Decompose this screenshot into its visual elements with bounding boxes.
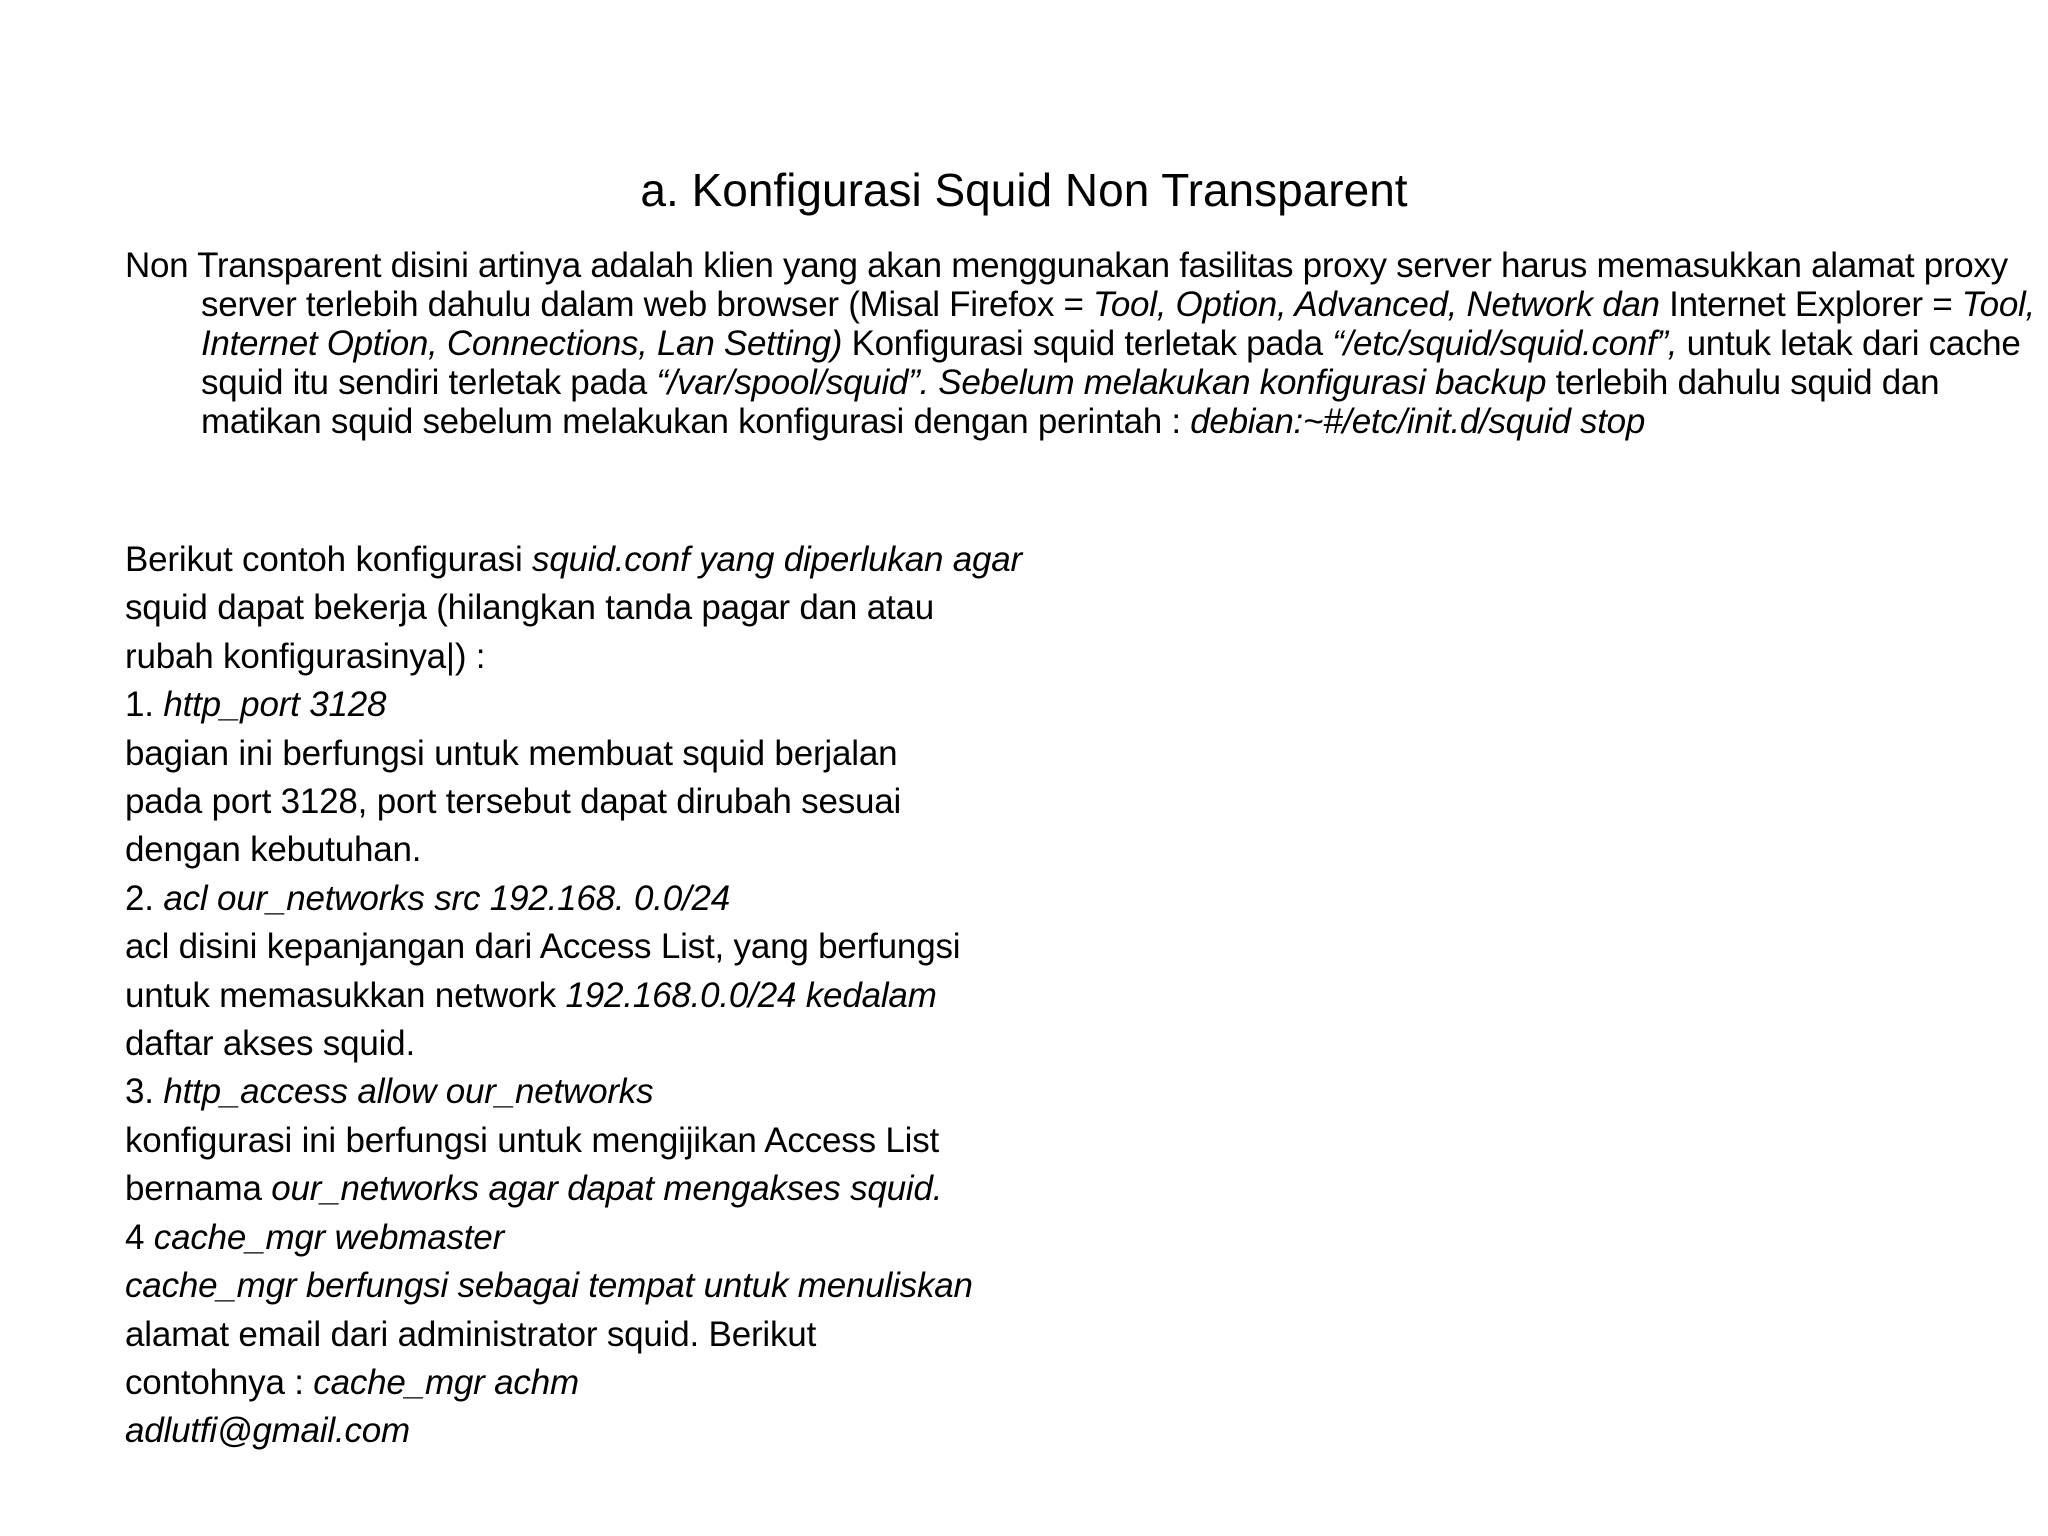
italic-text-run: adlutfi@gmail.com: [125, 1411, 411, 1451]
italic-text-run: cache_mgr webmaster: [153, 1217, 505, 1257]
text-run: bernama: [125, 1169, 272, 1209]
text-run: contohnya :: [125, 1362, 314, 1402]
text-run: squid dapat bekerja (hilangkan tanda pagar dan atau: [125, 588, 935, 628]
body-line: [125, 1214, 1125, 1262]
slide-title: a. Konfigurasi Squid Non Transparent: [640, 164, 1408, 216]
text-run: 4: [125, 1217, 154, 1257]
italic-text-run: cache_mgr achm: [313, 1362, 579, 1402]
body-line: [125, 923, 1125, 971]
body-line: [125, 536, 1125, 584]
italic-text-run: “/etc/squid/squid.conf”,: [1332, 324, 1678, 363]
body-line: [125, 730, 1125, 778]
body-line: [125, 778, 1125, 826]
text-run: Non Transparent disini artinya adalah klien yang akan menggunakan fasilitas proxy server harus memasukkan alamat proxy server terlebih dahulu dalam web browser (Misal Firefox =: [125, 246, 2008, 324]
italic-text-run: http_port 3128: [163, 685, 387, 725]
body-line: [125, 681, 1125, 729]
text-run: acl disini kepanjangan dari Access List, yang berfungsi: [125, 927, 961, 967]
text-run: Berikut contoh konfigurasi: [125, 540, 533, 579]
text-run: 3.: [125, 1072, 164, 1112]
intro-paragraph: [125, 246, 2041, 441]
italic-text-run: debian:~#/etc/init.d/squid stop: [1190, 402, 1646, 441]
text-run: rubah konfigurasinya|) :: [125, 636, 486, 676]
italic-text-run: our_networks agar dapat mengakses squid.: [271, 1169, 943, 1209]
text-run: dengan kebutuhan.: [125, 830, 422, 870]
italic-text-run: 192.168.0.0/24 kedalam: [565, 975, 937, 1015]
italic-text-run: squid.conf yang diperlukan agar: [532, 540, 1023, 579]
body-line: [125, 875, 1125, 923]
body-line: [125, 1068, 1125, 1116]
body-line: [125, 1262, 1125, 1310]
text-run: untuk letak dari cache squid itu sendiri terletak pada: [201, 324, 2021, 402]
text-run: Konfigurasi squid terletak pada: [842, 324, 1333, 363]
italic-text-run: Tool, Internet Option, Connections, Lan Setting): [201, 285, 2035, 363]
text-run: konfigurasi ini berfungsi untuk mengijikan Access List: [125, 1120, 940, 1160]
body-line: [125, 1117, 1125, 1165]
text-run: untuk memasukkan network: [125, 975, 566, 1015]
body-line: [125, 972, 1125, 1020]
text-run: bagian ini berfungsi untuk membuat squid berjalan: [125, 733, 898, 773]
body-line: [125, 1407, 1125, 1455]
body-line: [125, 1020, 1125, 1068]
text-run: 2.: [125, 878, 164, 918]
text-run: terlebih dahulu squid dan matikan squid sebelum melakukan konfigurasi dengan perintah :: [201, 363, 1940, 441]
text-run: 1.: [125, 685, 164, 725]
italic-text-run: Tool, Option, Advanced, Network dan: [1093, 285, 1660, 324]
body-line: [125, 584, 1125, 632]
italic-text-run: http_access allow our_networks: [163, 1072, 654, 1112]
body-line: [125, 633, 1125, 681]
body-line: [125, 1359, 1125, 1407]
body-line: [125, 1165, 1125, 1213]
text-run: Internet Explorer =: [1659, 285, 1962, 324]
text-run: alamat email dari administrator squid. Berikut: [125, 1314, 817, 1354]
text-run: pada port 3128, port tersebut dapat dirubah sesuai: [125, 782, 902, 822]
body-line: [125, 1311, 1125, 1359]
italic-text-run: cache_mgr berfungsi sebagai tempat untuk menuliskan: [125, 1266, 973, 1306]
config-explanation: [125, 536, 1125, 1456]
italic-text-run: acl our_networks src 192.168. 0.0/24: [163, 878, 731, 918]
body-line: [125, 826, 1125, 874]
italic-text-run: “/var/spool/squid”. Sebelum melakukan konfigurasi backup: [656, 363, 1547, 402]
text-run: daftar akses squid.: [125, 1024, 415, 1064]
